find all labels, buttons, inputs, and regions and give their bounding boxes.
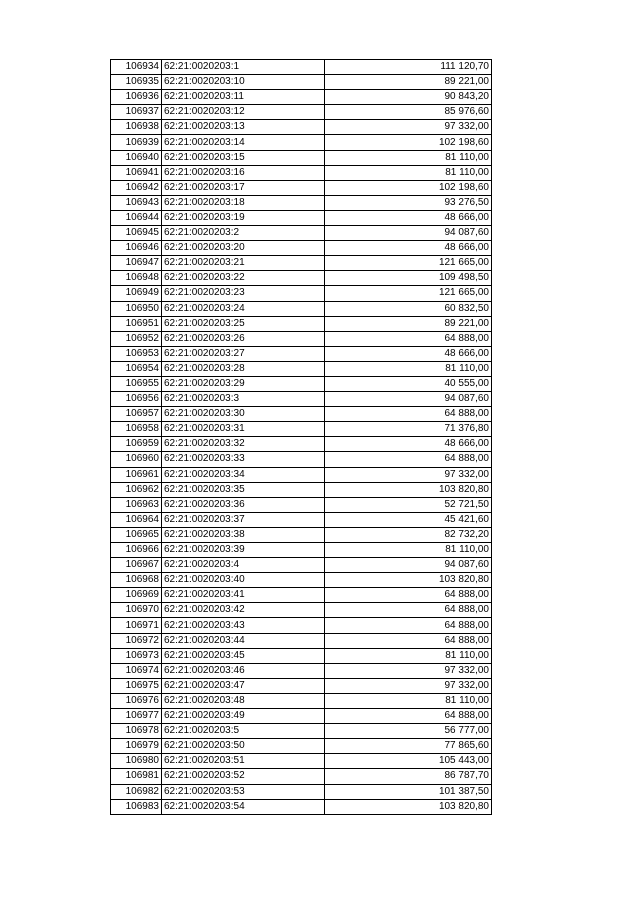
cadastral-number-cell: 62:21:0020203:27 (162, 346, 325, 361)
cadastral-value-cell: 64 888,00 (325, 709, 492, 724)
table-row (111, 603, 492, 618)
record-number-cell: 106934 (111, 60, 162, 75)
cadastral-number-cell: 62:21:0020203:1 (162, 60, 325, 75)
cadastral-number-cell: 62:21:0020203:2 (162, 226, 325, 241)
record-number-cell: 106973 (111, 648, 162, 663)
record-number-cell: 106980 (111, 754, 162, 769)
cadastral-number-cell: 62:21:0020203:14 (162, 135, 325, 150)
table-row (111, 799, 492, 814)
table-row (111, 633, 492, 648)
cadastral-value-cell: 81 110,00 (325, 543, 492, 558)
record-number-cell: 106969 (111, 588, 162, 603)
cadastral-number-cell: 62:21:0020203:24 (162, 301, 325, 316)
cadastral-value-cell: 56 777,00 (325, 724, 492, 739)
cadastral-number-cell: 62:21:0020203:30 (162, 407, 325, 422)
cadastral-number-cell: 62:21:0020203:38 (162, 527, 325, 542)
table-row (111, 573, 492, 588)
table-row (111, 558, 492, 573)
record-number-cell: 106952 (111, 331, 162, 346)
cadastral-number-cell: 62:21:0020203:3 (162, 392, 325, 407)
record-number-cell: 106962 (111, 482, 162, 497)
cadastral-value-cell: 121 665,00 (325, 286, 492, 301)
table-row (111, 210, 492, 225)
cadastral-value-cell: 48 666,00 (325, 437, 492, 452)
record-number-cell: 106956 (111, 392, 162, 407)
cadastral-number-cell: 62:21:0020203:4 (162, 558, 325, 573)
cadastral-number-cell: 62:21:0020203:25 (162, 316, 325, 331)
cadastral-number-cell: 62:21:0020203:37 (162, 512, 325, 527)
table-body (111, 60, 492, 815)
cadastral-number-cell: 62:21:0020203:31 (162, 422, 325, 437)
table-row (111, 497, 492, 512)
table-row (111, 588, 492, 603)
table-row (111, 784, 492, 799)
cadastral-number-cell: 62:21:0020203:17 (162, 180, 325, 195)
cadastral-number-cell: 62:21:0020203:28 (162, 361, 325, 376)
record-number-cell: 106942 (111, 180, 162, 195)
cadastral-number-cell: 62:21:0020203:32 (162, 437, 325, 452)
record-number-cell: 106950 (111, 301, 162, 316)
table-row (111, 724, 492, 739)
cadastral-value-cell: 97 332,00 (325, 467, 492, 482)
record-number-cell: 106975 (111, 678, 162, 693)
cadastral-value-cell: 64 888,00 (325, 331, 492, 346)
record-number-cell: 106967 (111, 558, 162, 573)
record-number-cell: 106965 (111, 527, 162, 542)
record-number-cell: 106978 (111, 724, 162, 739)
table-row (111, 301, 492, 316)
table-row (111, 663, 492, 678)
cadastral-number-cell: 62:21:0020203:52 (162, 769, 325, 784)
table-row (111, 331, 492, 346)
cadastral-number-cell: 62:21:0020203:44 (162, 633, 325, 648)
record-number-cell: 106953 (111, 346, 162, 361)
table-row (111, 180, 492, 195)
record-number-cell: 106944 (111, 210, 162, 225)
record-number-cell: 106948 (111, 271, 162, 286)
cadastral-number-cell: 62:21:0020203:29 (162, 376, 325, 391)
cadastral-value-cell: 64 888,00 (325, 407, 492, 422)
record-number-cell: 106951 (111, 316, 162, 331)
table-row (111, 422, 492, 437)
table-row (111, 361, 492, 376)
cadastral-value-cell: 48 666,00 (325, 241, 492, 256)
cadastral-value-cell: 81 110,00 (325, 648, 492, 663)
record-number-cell: 106963 (111, 497, 162, 512)
cadastral-number-cell: 62:21:0020203:54 (162, 799, 325, 814)
cadastral-value-cell: 101 387,50 (325, 784, 492, 799)
cadastral-number-cell: 62:21:0020203:40 (162, 573, 325, 588)
table-row (111, 316, 492, 331)
record-number-cell: 106960 (111, 452, 162, 467)
cadastral-number-cell: 62:21:0020203:43 (162, 618, 325, 633)
cadastral-number-cell: 62:21:0020203:20 (162, 241, 325, 256)
record-number-cell: 106968 (111, 573, 162, 588)
record-number-cell: 106945 (111, 226, 162, 241)
cadastral-number-cell: 62:21:0020203:18 (162, 195, 325, 210)
record-number-cell: 106970 (111, 603, 162, 618)
cadastral-value-cell: 71 376,80 (325, 422, 492, 437)
record-number-cell: 106938 (111, 120, 162, 135)
cadastral-value-cell: 94 087,60 (325, 392, 492, 407)
cadastral-value-cell: 64 888,00 (325, 633, 492, 648)
table-row (111, 709, 492, 724)
record-number-cell: 106955 (111, 376, 162, 391)
record-number-cell: 106961 (111, 467, 162, 482)
table-row (111, 467, 492, 482)
cadastral-value-cell: 121 665,00 (325, 256, 492, 271)
cadastral-value-cell: 93 276,50 (325, 195, 492, 210)
cadastral-number-cell: 62:21:0020203:5 (162, 724, 325, 739)
table-row (111, 512, 492, 527)
record-number-cell: 106972 (111, 633, 162, 648)
cadastral-value-cell: 102 198,60 (325, 180, 492, 195)
cadastral-number-cell: 62:21:0020203:41 (162, 588, 325, 603)
record-number-cell: 106947 (111, 256, 162, 271)
cadastral-value-cell: 102 198,60 (325, 135, 492, 150)
table-row (111, 769, 492, 784)
cadastral-value-cell: 94 087,60 (325, 226, 492, 241)
table-row (111, 60, 492, 75)
record-number-cell: 106936 (111, 90, 162, 105)
table-row (111, 75, 492, 90)
cadastral-number-cell: 62:21:0020203:19 (162, 210, 325, 225)
record-number-cell: 106940 (111, 150, 162, 165)
cadastral-number-cell: 62:21:0020203:26 (162, 331, 325, 346)
cadastral-value-cell: 103 820,80 (325, 799, 492, 814)
table-row (111, 739, 492, 754)
cadastral-number-cell: 62:21:0020203:51 (162, 754, 325, 769)
record-number-cell: 106937 (111, 105, 162, 120)
cadastral-value-cell: 48 666,00 (325, 346, 492, 361)
record-number-cell: 106983 (111, 799, 162, 814)
cadastral-value-cell: 64 888,00 (325, 452, 492, 467)
table-row (111, 482, 492, 497)
cadastral-value-cell: 97 332,00 (325, 663, 492, 678)
table-row (111, 286, 492, 301)
cadastral-value-cell: 97 332,00 (325, 678, 492, 693)
cadastral-number-cell: 62:21:0020203:21 (162, 256, 325, 271)
cadastral-value-cell: 105 443,00 (325, 754, 492, 769)
cadastral-number-cell: 62:21:0020203:46 (162, 663, 325, 678)
record-number-cell: 106957 (111, 407, 162, 422)
cadastral-number-cell: 62:21:0020203:13 (162, 120, 325, 135)
record-number-cell: 106946 (111, 241, 162, 256)
table-row (111, 754, 492, 769)
record-number-cell: 106966 (111, 543, 162, 558)
table-row (111, 195, 492, 210)
record-number-cell: 106939 (111, 135, 162, 150)
cadastral-value-cell: 97 332,00 (325, 120, 492, 135)
record-number-cell: 106977 (111, 709, 162, 724)
cadastral-value-cell: 103 820,80 (325, 573, 492, 588)
cadastral-number-cell: 62:21:0020203:42 (162, 603, 325, 618)
cadastral-number-cell: 62:21:0020203:22 (162, 271, 325, 286)
table-row (111, 376, 492, 391)
table-row (111, 150, 492, 165)
cadastral-value-cell: 77 865,60 (325, 739, 492, 754)
cadastral-number-cell: 62:21:0020203:36 (162, 497, 325, 512)
cadastral-value-cell: 111 120,70 (325, 60, 492, 75)
table-row (111, 527, 492, 542)
record-number-cell: 106981 (111, 769, 162, 784)
table-row (111, 120, 492, 135)
table-row (111, 648, 492, 663)
cadastral-value-cell: 81 110,00 (325, 693, 492, 708)
table-row (111, 407, 492, 422)
cadastral-value-cell: 89 221,00 (325, 75, 492, 90)
cadastral-value-cell: 81 110,00 (325, 361, 492, 376)
record-number-cell: 106954 (111, 361, 162, 376)
record-number-cell: 106976 (111, 693, 162, 708)
cadastral-value-table (110, 59, 492, 815)
cadastral-value-cell: 45 421,60 (325, 512, 492, 527)
record-number-cell: 106974 (111, 663, 162, 678)
record-number-cell: 106971 (111, 618, 162, 633)
table-row (111, 271, 492, 286)
cadastral-number-cell: 62:21:0020203:48 (162, 693, 325, 708)
table-row (111, 678, 492, 693)
record-number-cell: 106982 (111, 784, 162, 799)
table-row (111, 392, 492, 407)
cadastral-value-cell: 64 888,00 (325, 618, 492, 633)
cadastral-number-cell: 62:21:0020203:33 (162, 452, 325, 467)
cadastral-number-cell: 62:21:0020203:50 (162, 739, 325, 754)
cadastral-value-cell: 81 110,00 (325, 165, 492, 180)
record-number-cell: 106935 (111, 75, 162, 90)
cadastral-number-cell: 62:21:0020203:23 (162, 286, 325, 301)
table-row (111, 241, 492, 256)
cadastral-value-cell: 64 888,00 (325, 588, 492, 603)
cadastral-value-cell: 86 787,70 (325, 769, 492, 784)
table-row (111, 452, 492, 467)
cadastral-value-cell: 94 087,60 (325, 558, 492, 573)
cadastral-number-cell: 62:21:0020203:16 (162, 165, 325, 180)
cadastral-value-cell: 48 666,00 (325, 210, 492, 225)
record-number-cell: 106958 (111, 422, 162, 437)
cadastral-number-cell: 62:21:0020203:47 (162, 678, 325, 693)
cadastral-value-cell: 64 888,00 (325, 603, 492, 618)
cadastral-value-cell: 52 721,50 (325, 497, 492, 512)
record-number-cell: 106941 (111, 165, 162, 180)
cadastral-number-cell: 62:21:0020203:53 (162, 784, 325, 799)
cadastral-value-cell: 40 555,00 (325, 376, 492, 391)
cadastral-number-cell: 62:21:0020203:10 (162, 75, 325, 90)
cadastral-number-cell: 62:21:0020203:15 (162, 150, 325, 165)
table-row (111, 543, 492, 558)
table-row (111, 618, 492, 633)
cadastral-value-cell: 90 843,20 (325, 90, 492, 105)
cadastral-number-cell: 62:21:0020203:12 (162, 105, 325, 120)
record-number-cell: 106949 (111, 286, 162, 301)
cadastral-number-cell: 62:21:0020203:39 (162, 543, 325, 558)
record-number-cell: 106979 (111, 739, 162, 754)
cadastral-value-cell: 103 820,80 (325, 482, 492, 497)
table-row (111, 90, 492, 105)
cadastral-value-cell: 85 976,60 (325, 105, 492, 120)
record-number-cell: 106943 (111, 195, 162, 210)
record-number-cell: 106959 (111, 437, 162, 452)
cadastral-number-cell: 62:21:0020203:35 (162, 482, 325, 497)
table-row (111, 256, 492, 271)
table-row (111, 135, 492, 150)
table-row (111, 226, 492, 241)
table-row (111, 165, 492, 180)
cadastral-number-cell: 62:21:0020203:49 (162, 709, 325, 724)
cadastral-value-cell: 109 498,50 (325, 271, 492, 286)
table-row (111, 693, 492, 708)
cadastral-value-cell: 81 110,00 (325, 150, 492, 165)
table-row (111, 346, 492, 361)
cadastral-number-cell: 62:21:0020203:11 (162, 90, 325, 105)
record-number-cell: 106964 (111, 512, 162, 527)
cadastral-value-cell: 60 832,50 (325, 301, 492, 316)
table-row (111, 437, 492, 452)
cadastral-number-cell: 62:21:0020203:34 (162, 467, 325, 482)
table-row (111, 105, 492, 120)
cadastral-value-cell: 89 221,00 (325, 316, 492, 331)
cadastral-value-cell: 82 732,20 (325, 527, 492, 542)
cadastral-number-cell: 62:21:0020203:45 (162, 648, 325, 663)
